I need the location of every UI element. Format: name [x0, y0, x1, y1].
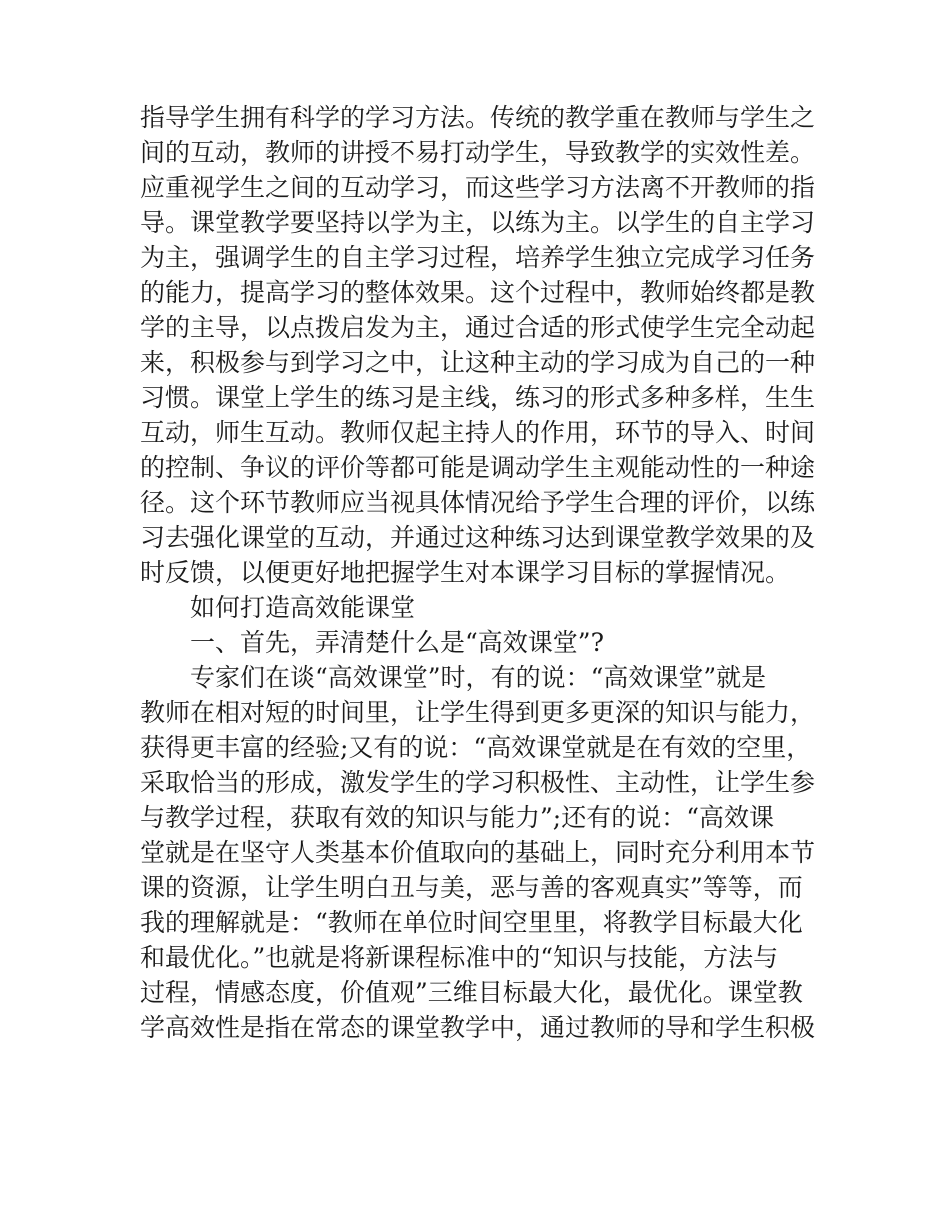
paragraph-line: 采取恰当的形成，激发学生的学习积极性、主动性，让学生参 — [140, 768, 816, 797]
paragraph-line: 的控制、争议的评价等都可能是调动学生主观能动性的一种途 — [140, 453, 816, 482]
paragraph-line: 学的主导，以点拨启发为主，通过合适的形式使学生完全动起 — [140, 313, 816, 342]
paragraph-line: 的能力，提高学习的整体效果。这个过程中，教师始终都是教 — [140, 278, 816, 307]
paragraph-line: 时反馈，以便更好地把握学生对本课学习目标的掌握情况。 — [140, 558, 791, 587]
paragraph-line: 我的理解就是：“教师在单位时间空里里，将教学目标最大化 — [140, 908, 803, 937]
paragraph-line: 过程，情感态度，价值观”三维目标最大化，最优化。课堂教 — [140, 978, 803, 1007]
paragraph-line: 和最优化。”也就是将新课程标准中的“知识与技能，方法与 — [140, 943, 779, 972]
paragraph-line: 习惯。课堂上学生的练习是主线，练习的形式多种多样，生生 — [140, 383, 816, 412]
paragraph-line: 获得更丰富的经验;又有的说：“高效课堂就是在有效的空里， — [140, 733, 812, 762]
paragraph-line: 习去强化课堂的互动，并通过这种练习达到课堂教学效果的及 — [140, 523, 816, 552]
paragraph-line: 专家们在谈“高效课堂”时，有的说：“高效课堂”就是 — [190, 663, 767, 692]
paragraph-line: 导。课堂教学要坚持以学为主，以练为主。以学生的自主学习 — [140, 208, 816, 237]
paragraph-line: 教师在相对短的时间里，让学生得到更多更深的知识与能力， — [140, 698, 816, 727]
paragraph-line: 来，积极参与到学习之中，让这种主动的学习成为自己的一种 — [140, 348, 816, 377]
section-heading: 如何打造高效能课堂 — [190, 593, 416, 622]
paragraph-line: 学高效性是指在常态的课堂教学中，通过教师的导和学生积极 — [140, 1013, 816, 1042]
document-page — [140, 100, 825, 1045]
paragraph-line: 互动，师生互动。教师仅起主持人的作用，环节的导入、时间 — [140, 418, 816, 447]
paragraph-line: 间的互动，教师的讲授不易打动学生，导致教学的实效性差。 — [140, 138, 816, 167]
paragraph-line: 应重视学生之间的互动学习，而这些学习方法离不开教师的指 — [140, 173, 816, 202]
subsection-heading: 一、首先，弄清楚什么是“高效课堂”? — [190, 628, 604, 657]
paragraph-line: 课的资源，让学生明白丑与美，恶与善的客观真实”等等，而 — [140, 873, 803, 902]
paragraph-line: 指导学生拥有科学的学习方法。传统的教学重在教师与学生之 — [140, 103, 816, 132]
paragraph-line: 为主，强调学生的自主学习过程，培养学生独立完成学习任务 — [140, 243, 816, 272]
paragraph-line: 径。这个环节教师应当视具体情况给予学生合理的评价，以练 — [140, 488, 816, 517]
paragraph-line: 与教学过程，获取有效的知识与能力”;还有的说：“高效课 — [140, 803, 774, 832]
paragraph-line: 堂就是在坚守人类基本价值取向的基础上，同时充分利用本节 — [140, 838, 816, 867]
